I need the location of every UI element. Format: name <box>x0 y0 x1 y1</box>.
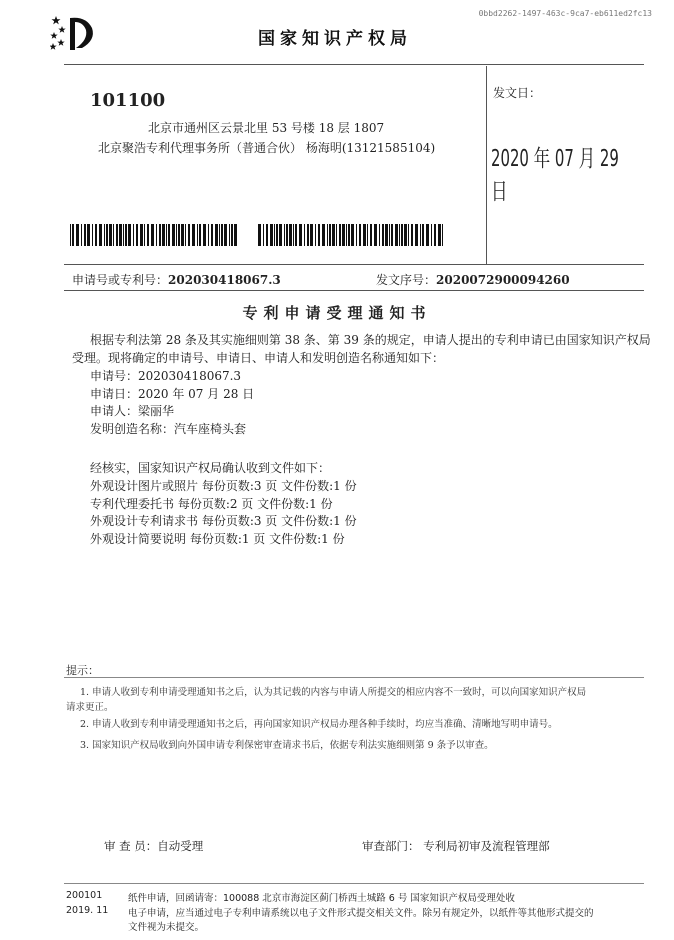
barcode-bar <box>276 224 278 246</box>
barcode-bar <box>95 224 97 246</box>
barcode-bar <box>411 224 413 246</box>
barcode-bar <box>420 224 421 246</box>
barcode-bar <box>295 224 297 246</box>
barcode-bar <box>426 224 429 246</box>
barcode-bar <box>156 224 157 246</box>
examiner: 审 查 员：自动受理 <box>104 839 204 853</box>
barcode-bar <box>279 224 282 246</box>
barcode-bar <box>336 224 337 246</box>
field-applicant: 申请人：梁丽华 <box>90 404 175 418</box>
barcode-bar <box>211 224 213 246</box>
barcode-bar <box>339 224 341 246</box>
barcode-bar <box>359 224 361 246</box>
barcode-bar <box>168 224 170 246</box>
notes-rule <box>64 677 644 678</box>
barcode-bar <box>178 224 180 246</box>
barcode-bar <box>185 224 186 246</box>
barcode-bar <box>391 224 393 246</box>
barcode-bar <box>322 224 325 246</box>
barcode-bar <box>203 224 206 246</box>
note-3: 3. 国家知识产权局收到向外国申请专利保密审查请求书后，依据专利法实施细则第 9 条予以审查。 <box>80 740 494 751</box>
barcode-bar <box>125 224 127 246</box>
intro-line-1: 根据专利法第 28 条及其实施细则第 38 条、第 39 条的规定，申请人提出的专利申请已由国家知识产权局 <box>90 333 651 347</box>
document-id: 0bbd2262-1497-463c-9ca7-eb611ed2fc13 <box>478 9 652 18</box>
barcode-bar <box>415 224 418 246</box>
barcode-bar <box>266 224 268 246</box>
barcode-bar <box>192 224 195 246</box>
cnipa-logo <box>50 12 100 52</box>
barcode-bar <box>434 224 436 246</box>
notes-label: 提示： <box>66 664 99 677</box>
footer-line-2: 电子申请，应当通过电子专利申请系统以电子文件形式提交相关文件。除另有规定外，以纸件等其他形式提交的 <box>128 908 594 919</box>
barcode-bar <box>408 224 409 246</box>
barcode-bar <box>181 224 184 246</box>
notice-fields <box>90 368 254 438</box>
barcode-bar <box>438 224 441 246</box>
barcode-bar <box>270 224 273 246</box>
barcode-bar <box>72 224 74 246</box>
barcode-bar <box>162 224 165 246</box>
barcode-bar <box>348 224 350 246</box>
barcode-bar <box>133 224 134 246</box>
field-application-number: 申请号：202030418067.3 <box>90 369 242 383</box>
barcode-bar <box>367 224 368 246</box>
barcode-bar <box>116 224 118 246</box>
send-number <box>376 271 570 288</box>
field-application-date: 申请日：2020 年 07 月 28 日 <box>90 386 255 401</box>
barcode-bar <box>231 224 233 246</box>
barcode-bar <box>147 224 149 246</box>
number-row-rule <box>64 290 644 291</box>
barcode-bar <box>106 224 108 246</box>
barcode-bar <box>188 224 190 246</box>
barcode-bar <box>144 224 145 246</box>
barcode-bar <box>224 224 227 246</box>
barcode-bar <box>382 224 384 246</box>
address-line-1: 北京市通州区云景北里 53 号楼 18 层 1807 <box>148 121 385 135</box>
barcode-bar <box>422 224 424 246</box>
barcode-bar <box>221 224 223 246</box>
barcode-bar <box>176 224 177 246</box>
received-files-intro: 经核实，国家知识产权局确认收到文件如下： <box>90 461 331 475</box>
footer-code-2: 2019. 11 <box>66 905 109 916</box>
header-rule <box>64 64 644 65</box>
barcode-bar <box>284 224 285 246</box>
barcode-bar <box>263 224 264 246</box>
received-files-list <box>90 478 357 548</box>
barcode-bar <box>215 224 218 246</box>
barcode-bar <box>431 224 432 246</box>
postcode: 101100 <box>90 90 166 111</box>
barcode-bar <box>99 224 102 246</box>
note-1-cont: 请求更正。 <box>66 702 114 713</box>
barcode-bar <box>442 224 443 246</box>
file-item: 专利代理委托书 每份页数:2 页 文件份数:1 份 <box>90 496 333 511</box>
barcode-bar <box>346 224 347 246</box>
barcode-bar <box>401 224 403 246</box>
barcode-bar <box>286 224 288 246</box>
barcode-bar <box>87 224 90 246</box>
barcode-bar <box>395 224 398 246</box>
notice-title: 专利申请受理通知书 <box>242 304 432 322</box>
footer-line-1: 纸件申请，回函请寄：100088 北京市海淀区蓟门桥西土城路 6 号 国家知识产权局受理处收 <box>128 893 515 904</box>
barcode-bar <box>351 224 354 246</box>
barcode-bar <box>289 224 292 246</box>
barcode-bar <box>119 224 122 246</box>
barcode-bar <box>374 224 377 246</box>
intro-line-2: 受理。现将确定的申请号、申请日、申请人和发明创造名称通知如下： <box>72 351 445 365</box>
send-number-value: 2020072900094260 <box>436 273 570 287</box>
barcode-bar <box>315 224 316 246</box>
barcode-bar <box>299 224 302 246</box>
office-name: 国家知识产权局 <box>258 29 412 49</box>
barcode-bar <box>92 224 93 246</box>
file-item: 外观设计图片或照片 每份页数:3 页 文件份数:1 份 <box>90 479 357 493</box>
barcode-bar <box>258 224 261 246</box>
barcode-bar <box>404 224 407 246</box>
barcode-bar <box>140 224 143 246</box>
barcode-bar <box>274 224 275 246</box>
barcode-bar <box>234 224 237 246</box>
barcode-bar <box>109 224 112 246</box>
barcode-bar <box>166 224 167 246</box>
barcode-bar <box>370 224 372 246</box>
barcode-bar <box>128 224 131 246</box>
barcode-bar <box>81 224 82 246</box>
barcode-bar <box>136 224 138 246</box>
barcode-bar <box>307 224 309 246</box>
address-box-bottom-rule <box>64 264 644 265</box>
barcode-bar <box>229 224 230 246</box>
barcode-bar <box>104 224 105 246</box>
footer-line-3: 文件视为未提交。 <box>128 922 205 933</box>
barcode-bar <box>379 224 380 246</box>
barcode-bar <box>113 224 114 246</box>
barcode-right <box>258 224 448 246</box>
department: 审查部门： 专利局初审及流程管理部 <box>362 839 550 853</box>
barcode-bar <box>123 224 124 246</box>
barcode-bar <box>385 224 388 246</box>
barcode-bar <box>304 224 305 246</box>
barcode-bar <box>342 224 345 246</box>
footer-code-1: 200101 <box>66 890 103 901</box>
barcode-bar <box>310 224 313 246</box>
barcode-bar <box>327 224 328 246</box>
barcode-bar <box>197 224 198 246</box>
date-box-divider <box>486 66 487 264</box>
file-item: 外观设计专利请求书 每份页数:3 页 文件份数:1 份 <box>90 514 357 528</box>
barcode-bar <box>159 224 161 246</box>
application-number-label: 申请号或专利号： <box>72 273 169 287</box>
barcode-bar <box>363 224 366 246</box>
note-1: 1. 申请人收到专利申请受理通知书之后，认为其记载的内容与申请人所提交的相应内容不一致时，可以向国家知识产权局 <box>80 687 587 698</box>
barcode-bar <box>208 224 209 246</box>
barcode-bar <box>84 224 86 246</box>
barcode-bar <box>389 224 390 246</box>
barcode-bar <box>399 224 400 246</box>
file-item: 外观设计简要说明 每份页数:1 页 文件份数:1 份 <box>90 531 345 546</box>
application-number-value: 202030418067.3 <box>168 273 281 287</box>
barcode-bar <box>70 224 71 246</box>
address-line-2: 北京聚浩专利代理事务所（普通合伙） 杨海明(13121585104) <box>98 141 436 155</box>
send-date-value: 2020 年 07 月 29 日 <box>491 146 619 205</box>
barcode-bar <box>151 224 154 246</box>
note-2: 2. 申请人收到专利申请受理通知书之后，再向国家知识产权局办理各种手续时，均应当准确、清晰地写明申请号。 <box>80 719 558 730</box>
send-number-label: 发文序号： <box>376 273 437 287</box>
barcode-bar <box>219 224 220 246</box>
barcode-bar <box>332 224 335 246</box>
footer-rule <box>64 883 644 884</box>
application-number <box>72 271 281 288</box>
field-invention-name: 发明创造名称：汽车座椅头套 <box>90 421 247 436</box>
barcode-left <box>70 224 240 246</box>
barcode-bar <box>76 224 79 246</box>
barcode-bar <box>172 224 175 246</box>
barcode-bar <box>356 224 357 246</box>
barcode-bar <box>199 224 201 246</box>
barcode-bar <box>318 224 320 246</box>
barcode-bar <box>329 224 331 246</box>
send-date-label: 发文日： <box>493 86 542 100</box>
barcode-bar <box>293 224 294 246</box>
